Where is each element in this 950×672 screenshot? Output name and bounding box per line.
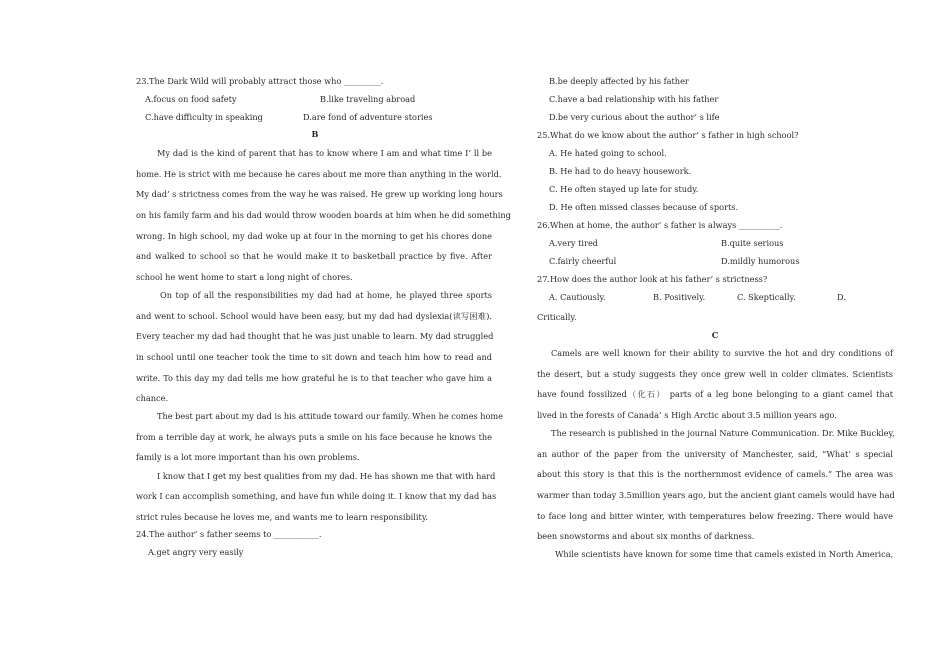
passage-c-line: an author of the paper from the university of Manchester, said, “What’ s special — [537, 449, 893, 459]
q27-option-b: B. Positively. — [653, 292, 706, 302]
passage-b-line: and went to school. School would have been easy, but my dad had dyslexia(读写困难). — [136, 311, 492, 321]
passage-c-line: The research is published in the journal Nature Communication. Dr. Mike Buckley, — [551, 428, 895, 438]
q27-option-a: A. Cautiously. — [549, 292, 606, 302]
q24-option-b: B.be deeply affected by his father — [549, 76, 689, 86]
passage-c-line: warmer than today 3.5million years ago, but the ancient giant camels would have had — [537, 490, 895, 500]
q25-option-d: D. He often missed classes because of sports. — [549, 202, 739, 212]
section-b-heading: B — [311, 129, 319, 139]
passage-b-line: wrong. In high school, my dad woke up at four in the morning to get his chores done — [136, 231, 492, 241]
q25-stem: 25.What do we know about the author’ s father in high school? — [537, 130, 799, 140]
passage-b-line: in school until one teacher took the time to sit down and teach him how to read and — [136, 352, 492, 362]
q26-option-c: C.fairly cheerful — [549, 256, 617, 266]
passage-c-line: lived in the forests of Canada’ s High Arctic about 3.5 million years ago. — [537, 410, 837, 420]
passage-b-line: strict rules because he loves me, and wants me to learn responsibility. — [136, 512, 428, 522]
passage-b-line: I know that I get my best qualities from my dad. He has shown me that with hard — [157, 471, 496, 481]
passage-b-line: The best part about my dad is his attitude toward our family. When he comes home — [157, 411, 504, 421]
section-c-heading: C — [711, 330, 719, 340]
passage-b-line: On top of all the responsibilities my dad had at home, he played three sports — [160, 290, 492, 300]
passage-b-line: and walked to school so that he would make it to basketball practice by five. After — [136, 251, 492, 261]
q26-stem: 26.When at home, the author’ s father is always __________. — [537, 220, 783, 230]
passage-c-line: about this story is that this is the northernmost evidence of camels.” The area was — [537, 469, 893, 479]
passage-c-line: Camels are well known for their ability to survive the hot and dry conditions of — [551, 348, 893, 358]
q24-option-c: C.have a bad relationship with his father — [549, 94, 719, 104]
passage-b-line: school he went home to start a long night of chores. — [136, 272, 353, 282]
passage-b-line: chance. — [136, 393, 169, 403]
q27-option-d-continued: Critically. — [537, 312, 577, 322]
passage-b-line: from a terrible day at work, he always puts a smile on his face because he knows the — [136, 432, 492, 442]
passage-b-line: write. To this day my dad tells me how grateful he is to that teacher who gave him a — [136, 373, 492, 383]
q24-stem: 24.The author’ s father seems to ___________. — [136, 529, 322, 539]
passage-b-line: work I can accomplish something, and have fun while doing it. I know that my dad has — [136, 491, 497, 501]
q27-option-d: D. — [837, 292, 846, 302]
passage-c-line: been snowstorms and about six months of darkness. — [537, 531, 755, 541]
q23-option-a: A.focus on food safety — [145, 94, 237, 104]
q27-option-c: C. Skeptically. — [737, 292, 796, 302]
passage-c-line: While scientists have known for some time that camels existed in North America, — [555, 549, 894, 559]
passage-b-line: My dad’ s strictness comes from the way he was raised. He grew up working long hours — [136, 189, 503, 199]
q26-option-d: D.mildly humorous — [721, 256, 800, 266]
passage-b-line: Every teacher my dad had thought that he was just unable to learn. My dad struggled — [136, 331, 494, 341]
q25-option-b: B. He had to do heavy housework. — [549, 166, 692, 176]
q23-option-b: B.like traveling abroad — [320, 94, 416, 104]
q26-option-b: B.quite serious — [721, 238, 784, 248]
q23-option-d: D.are fond of adventure stories — [303, 112, 433, 122]
q25-option-c: C. He often stayed up late for study. — [549, 184, 699, 194]
q26-option-a: A.very tired — [549, 238, 599, 248]
q27-stem: 27.How does the author look at his father’ s strictness? — [537, 274, 768, 284]
q24-option-a: A.get angry very easily — [148, 547, 244, 557]
passage-b-line: My dad is the kind of parent that has to know where I am and what time I’ ll be — [157, 148, 492, 158]
passage-b-line: on his family farm and his dad would throw wooden boards at him when he did something — [136, 210, 511, 220]
passage-c-line: the desert, but a study suggests they once grew well in colder climates. Scientists — [537, 369, 893, 379]
q23-stem: 23.The Dark Wild will probably attract those who _________. — [136, 76, 384, 86]
passage-c-line: have found fossilized（化石） parts of a leg bone belonging to a giant camel that — [537, 389, 893, 399]
passage-b-line: family is a lot more important than his own problems. — [136, 452, 360, 462]
passage-c-line: to face long and bitter winter, with temperatures below freezing. There would have — [537, 511, 893, 521]
q25-option-a: A. He hated going to school. — [549, 148, 667, 158]
q23-option-c: C.have difficulty in speaking — [145, 112, 263, 122]
passage-b-line: home. He is strict with me because he cares about me more than anything in the world. — [136, 169, 502, 179]
q24-option-d: D.be very curious about the author’ s life — [549, 112, 720, 122]
